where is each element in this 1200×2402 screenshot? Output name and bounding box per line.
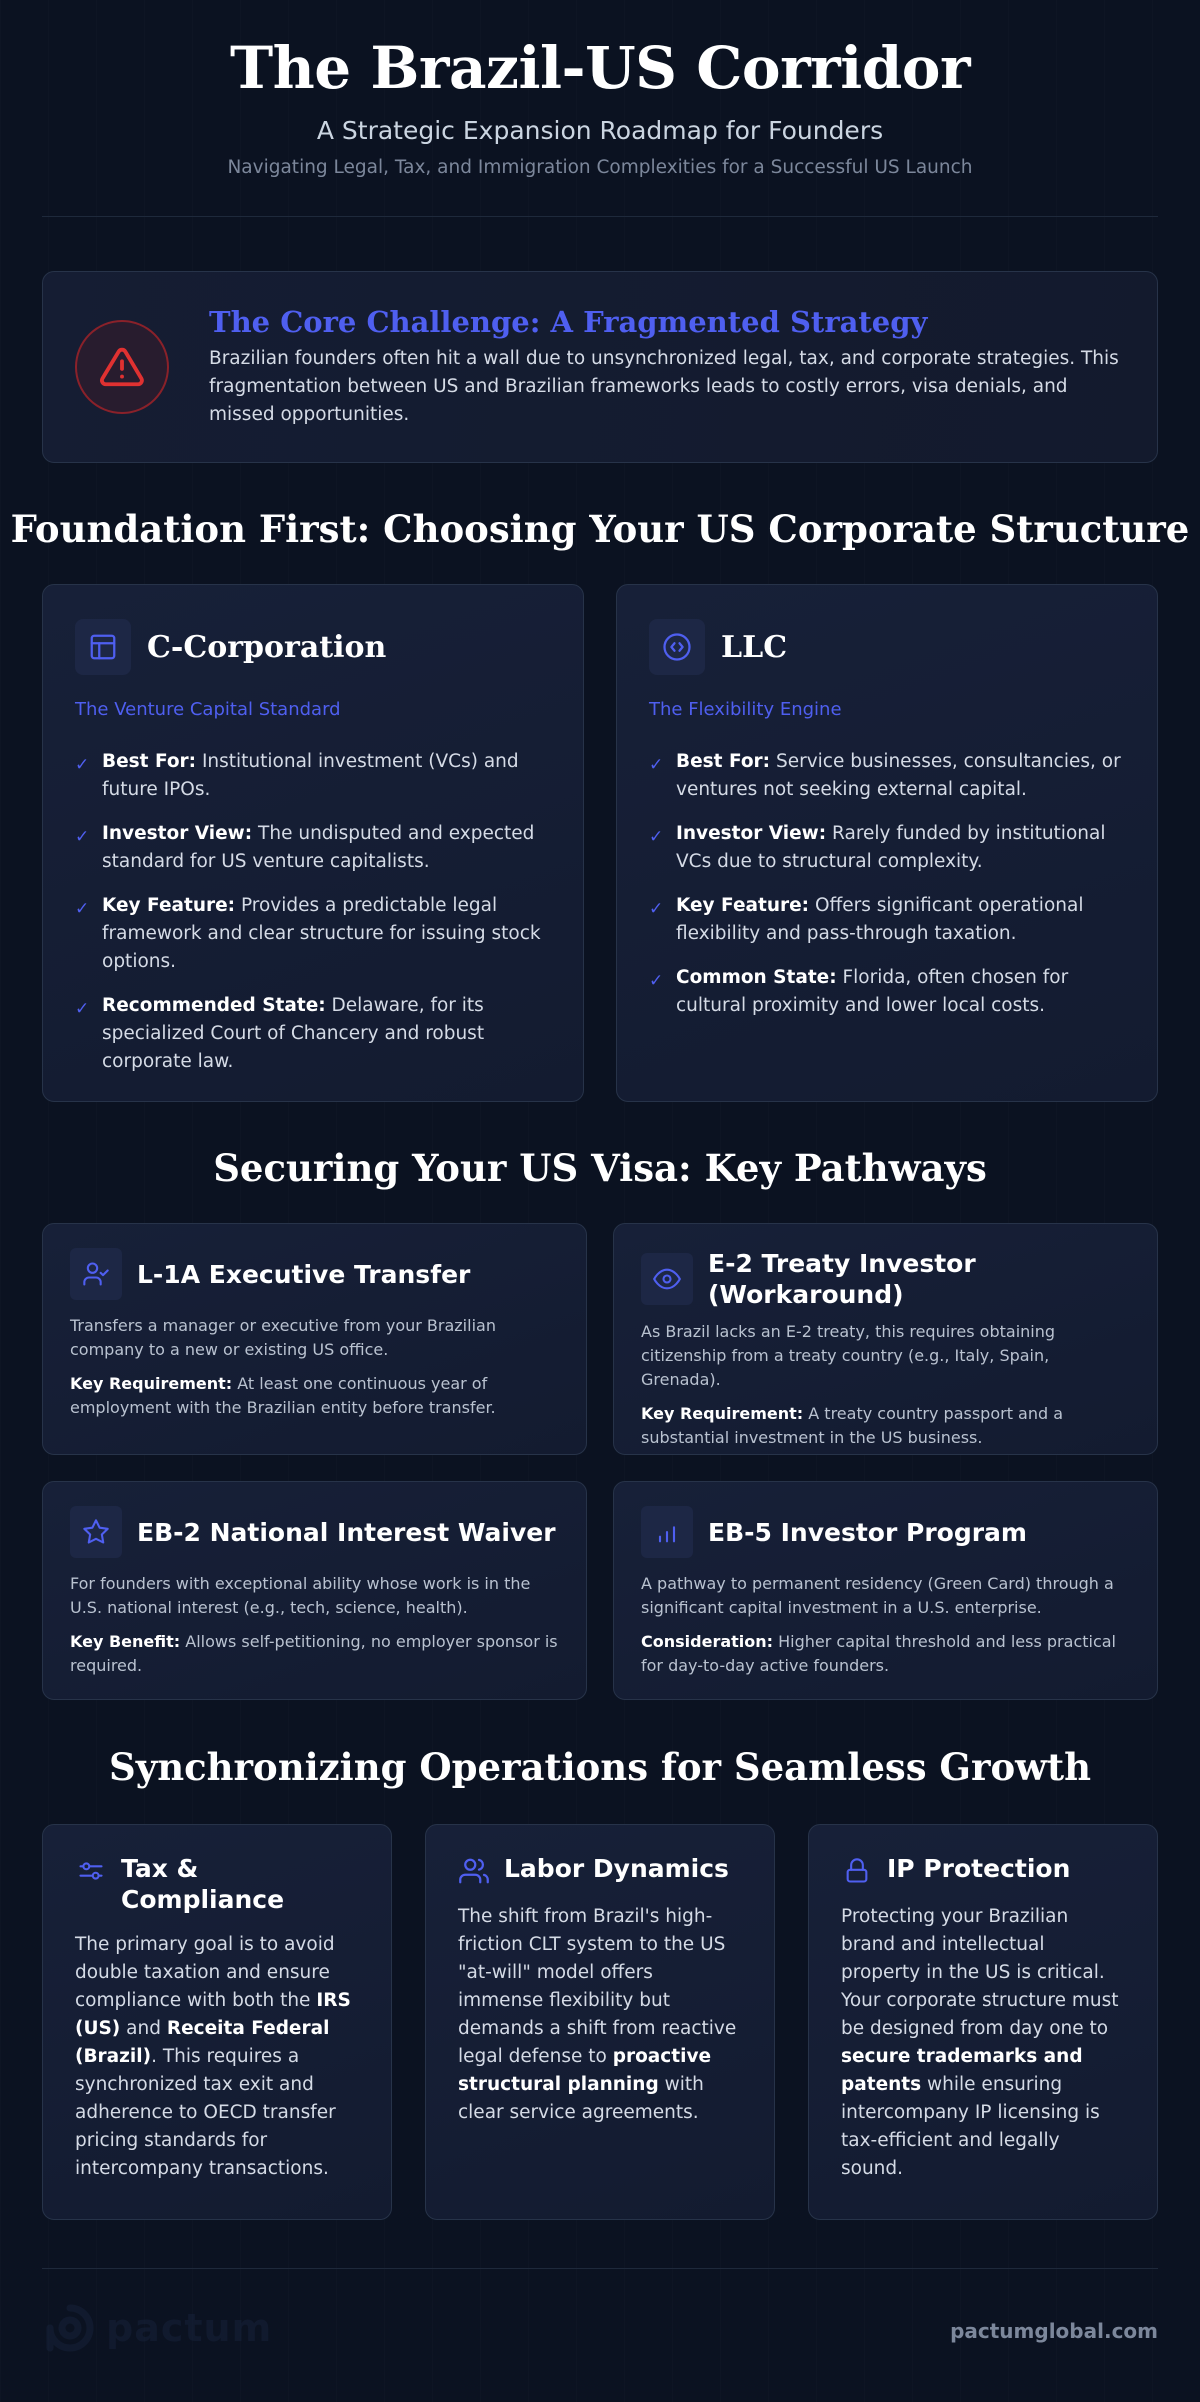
visa-icon-box: [641, 1506, 693, 1558]
visa-icon-box: [70, 1248, 122, 1300]
item-text: Provides a predictable legal framework and clear structure for issuing stock options.: [102, 895, 541, 972]
page-title: The Brazil-US Corridor: [229, 34, 971, 102]
star-icon: [82, 1518, 110, 1546]
lock-icon: [843, 1857, 871, 1885]
warning-triangle-icon: [99, 344, 145, 390]
operations-card-text: [458, 1903, 742, 2127]
detail-label: Key Requirement:: [641, 1404, 804, 1423]
footer-divider: [42, 2268, 1158, 2269]
users-icon: [459, 1856, 489, 1886]
check-icon: ✓: [649, 755, 664, 775]
check-icon: ✓: [75, 827, 90, 847]
item-text: Offers significant operational flexibility and pass-through taxation.: [676, 895, 1084, 944]
op-icon-box: [75, 1855, 107, 1887]
item-label: Common State:: [676, 967, 837, 988]
item-text: The undisputed and expected standard for US venture capitalists.: [102, 823, 535, 872]
list-item: [75, 992, 551, 1076]
structure-name: LLC: [721, 629, 788, 665]
list-item: [649, 964, 1125, 1020]
detail-label: Key Benefit:: [70, 1632, 181, 1651]
detail-text: Allows self-petitioning, no employer sponsor is required.: [70, 1632, 558, 1675]
visa-icon-box: [70, 1506, 122, 1558]
visa-detail: [70, 1372, 562, 1420]
operations-card-title: IP Protection: [887, 1854, 1071, 1883]
visa-description: Transfers a manager or executive from your Brazilian company to a new or existing US office.: [70, 1316, 496, 1359]
item-label: Key Feature:: [676, 895, 810, 916]
structure-name: C-Corporation: [147, 629, 387, 665]
detail-text: Higher capital threshold and less practical for day-to-day active founders.: [641, 1632, 1116, 1675]
check-icon: ✓: [75, 755, 90, 775]
list-item: [649, 748, 1125, 804]
detail-text: At least one continuous year of employment with the Brazilian entity before transfer.: [70, 1374, 496, 1417]
detail-text: A treaty country passport and a substantial investment in the US business.: [641, 1404, 1064, 1447]
check-icon: ✓: [649, 899, 664, 919]
operations-card-text: [75, 1931, 359, 2183]
item-label: Recommended State:: [102, 995, 326, 1016]
visa-detail: [641, 1630, 1133, 1678]
item-text: Delaware, for its specialized Court of Chancery and robust corporate law.: [102, 995, 485, 1072]
operations-card-ip: [808, 1824, 1158, 2220]
text-segment: and: [120, 2018, 167, 2039]
visa-title: EB-5 Investor Program: [708, 1517, 1027, 1547]
visa-section-title: Securing Your US Visa: Key Pathways: [213, 1146, 987, 1190]
op-icon-box: [458, 1855, 490, 1887]
list-item: [75, 748, 551, 804]
op-icon-box: [841, 1855, 873, 1887]
list-item: [649, 820, 1125, 876]
logo-text: pactum: [106, 2306, 273, 2350]
operations-card-title: Labor Dynamics: [504, 1854, 729, 1883]
visa-icon-box: [641, 1253, 693, 1305]
item-label: Investor View:: [676, 823, 827, 844]
text-segment: Protecting your Brazilian brand and intellectual property in the US is critical. Your corporate structure must be designed from day one to: [841, 1906, 1119, 2039]
operations-card-labor: [425, 1824, 775, 2220]
bold-segment: IRS (US): [75, 1990, 351, 2039]
visa-card-eb5: [613, 1481, 1158, 1700]
bold-segment: proactive structural planning: [458, 2046, 712, 2095]
check-icon: ✓: [649, 971, 664, 991]
header-divider: [42, 216, 1158, 217]
page-header: [0, 0, 1200, 178]
visa-card-l1a: [42, 1223, 587, 1455]
visa-card-eb2: [42, 1481, 587, 1700]
page-tagline: Navigating Legal, Tax, and Immigration Complexities for a Successful US Launch: [227, 156, 973, 178]
item-label: Key Feature:: [102, 895, 236, 916]
structure-subtitle: The Venture Capital Standard: [75, 699, 341, 720]
check-icon: ✓: [75, 999, 90, 1019]
core-challenge-card: [42, 271, 1158, 463]
visa-title: E-2 Treaty Investor (Workaround): [708, 1249, 976, 1309]
visa-description: As Brazil lacks an E-2 treaty, this requires obtaining citizenship from a treaty country (e.g., Italy, Spain, Grenada).: [641, 1322, 1056, 1389]
structure-subtitle: The Flexibility Engine: [649, 699, 842, 720]
detail-label: Key Requirement:: [70, 1374, 233, 1393]
challenge-text: Brazilian founders often hit a wall due to unsynchronized legal, tax, and corporate strategies. This fragmentation between US and Brazilian frameworks leads to costly errors, visa denials, and missed opportunities.: [209, 348, 1119, 425]
item-label: Investor View:: [102, 823, 253, 844]
page-subtitle: A Strategic Expansion Roadmap for Founders: [316, 115, 884, 145]
eye-icon: [653, 1265, 681, 1293]
footer-logo: [42, 2300, 272, 2356]
item-label: Best For:: [102, 751, 197, 772]
list-item: [75, 820, 551, 876]
structure-feature-list: [649, 748, 1125, 1020]
visa-title: L-1A Executive Transfer: [137, 1259, 471, 1289]
bold-segment: secure trademarks and patents: [841, 2046, 1083, 2095]
operations-card-text: [841, 1903, 1125, 2183]
visa-description: A pathway to permanent residency (Green Card) through a significant capital investment in a U.S. enterprise.: [641, 1574, 1114, 1617]
text-segment: The primary goal is to avoid double taxation and ensure compliance with both the: [75, 1934, 335, 2011]
sliders-icon: [77, 1857, 105, 1885]
item-text: Florida, often chosen for cultural proximity and lower local costs.: [676, 967, 1069, 1016]
visa-detail: [641, 1402, 1133, 1450]
structure-card-llc: [616, 584, 1158, 1102]
text-segment: while ensuring intercompany IP licensing is tax-efficient and legally sound.: [841, 2074, 1100, 2179]
check-icon: ✓: [75, 899, 90, 919]
warning-badge: [75, 320, 169, 414]
layout-icon: [88, 632, 118, 662]
item-label: Best For:: [676, 751, 771, 772]
bar-chart-icon: [653, 1518, 681, 1546]
item-text: Institutional investment (VCs) and future IPOs.: [102, 751, 519, 800]
visa-description: For founders with exceptional ability whose work is in the U.S. national interest (e.g., tech, science, health).: [70, 1574, 531, 1617]
structure-icon-box: [75, 619, 131, 675]
bold-segment: Receita Federal (Brazil): [75, 2018, 330, 2067]
text-segment: . This requires a synchronized tax exit and adherence to OECD transfer pricing standards for intercompany transactions.: [75, 2046, 336, 2179]
text-segment: with clear service agreements.: [458, 2074, 704, 2123]
visa-card-e2: [613, 1223, 1158, 1455]
user-check-icon: [82, 1260, 110, 1288]
item-text: Service businesses, consultancies, or ventures not seeking external capital.: [676, 751, 1121, 800]
item-text: Rarely funded by institutional VCs due to structural complexity.: [676, 823, 1106, 872]
list-item: [75, 892, 551, 976]
operations-section-title: Synchronizing Operations for Seamless Growth: [108, 1745, 1092, 1789]
structure-feature-list: [75, 748, 551, 1076]
check-icon: ✓: [649, 827, 664, 847]
code-circle-icon: [662, 632, 692, 662]
structure-icon-box: [649, 619, 705, 675]
detail-label: Consideration:: [641, 1632, 774, 1651]
list-item: [649, 892, 1125, 948]
pactum-logo-icon: [42, 2300, 98, 2356]
footer-website[interactable]: pactumglobal.com: [950, 2319, 1158, 2343]
challenge-title: The Core Challenge: A Fragmented Strategy: [209, 305, 928, 339]
operations-card-title: Tax & Compliance: [121, 1854, 285, 1914]
visa-detail: [70, 1630, 562, 1678]
structure-card-c-corp: [42, 584, 584, 1102]
operations-card-tax: [42, 1824, 392, 2220]
text-segment: The shift from Brazil's high-friction CLT system to the US "at-will" model offers immense flexibility but demands a shift from reactive legal defense to: [458, 1906, 737, 2067]
visa-title: EB-2 National Interest Waiver: [137, 1517, 556, 1547]
structure-section-title: Foundation First: Choosing Your US Corporate Structure: [10, 507, 1190, 551]
